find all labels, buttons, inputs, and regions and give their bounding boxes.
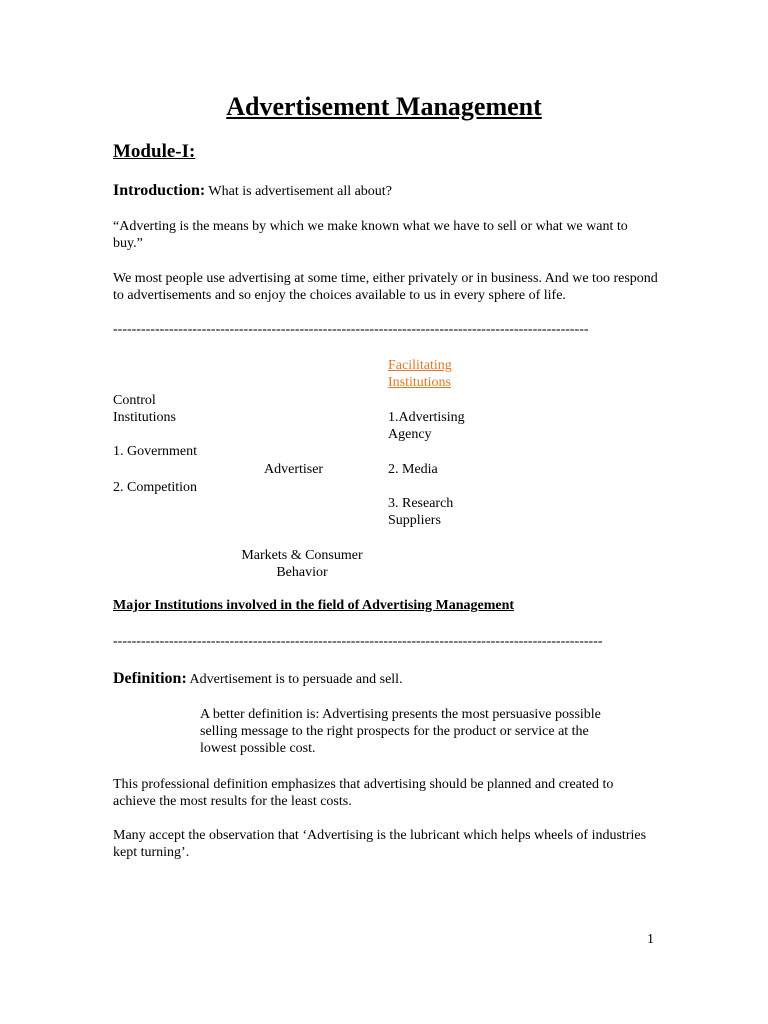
separator-bottom: --------------------------------------------------------------------------------------------------------- <box>113 634 603 649</box>
definition-text: Advertisement is to persuade and sell. <box>189 672 403 687</box>
control-item-government: 1. Government <box>113 444 197 459</box>
paragraph-professional-definition: This professional definition emphasizes that advertising should be planned and created to achieve the most results for the least costs. <box>113 777 614 809</box>
definition-line <box>113 670 403 688</box>
paragraph-lubricant: Many accept the observation that ‘Advertising is the lubricant which helps wheels of industries kept turning’. <box>113 828 647 860</box>
introduction-text: What is advertisement all about? <box>208 184 392 199</box>
document-title: Advertisement Management <box>226 92 542 121</box>
definition-heading: Definition: <box>113 670 187 687</box>
control-item-competition: 2. Competition <box>113 480 197 495</box>
separator-top: ------------------------------------------------------------------------------------------------------ <box>113 322 589 337</box>
quote-paragraph: “Adverting is the means by which we make known what we have to sell or what we want to buy.” <box>113 219 628 251</box>
paragraph-usage: We most people use advertising at some time, either privately or in business. And we too respond to advertisements and so enjoy the choices available to us in every sphere of life. <box>113 271 658 303</box>
introduction-heading: Introduction: <box>113 182 206 199</box>
control-institutions-heading: Control Institutions <box>113 393 177 425</box>
better-definition-paragraph: A better definition is: Advertising presents the most persuasive possible selling message to the right prospects for the product or service at the lowest possible cost. <box>200 707 601 756</box>
facilitating-item-research-suppliers: 3. Research Suppliers <box>388 496 454 528</box>
markets-consumer-behavior-label: Markets & Consumer Behavior <box>241 548 363 580</box>
facilitating-item-media: 2. Media <box>388 462 438 477</box>
facilitating-item-advertising-agency: 1.Advertising Agency <box>388 410 465 442</box>
page-number: 1 <box>647 932 654 947</box>
module-heading: Module-I: <box>113 141 196 162</box>
introduction-line <box>113 182 392 200</box>
advertiser-label: Advertiser <box>264 462 324 477</box>
diagram-caption: Major Institutions involved in the field of Advertising Management <box>113 598 515 613</box>
facilitating-institutions-heading: Facilitating Institutions <box>388 358 452 390</box>
